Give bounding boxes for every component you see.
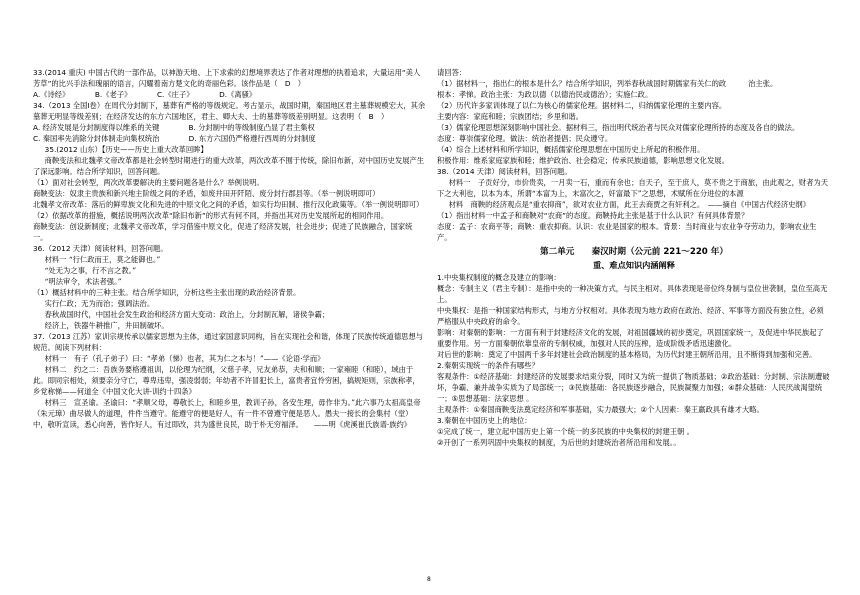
topic-1-impact-later: 对后世的影响：奠定了中国两千多年封建社会政治制度的基本格局，为历代封建王朝所沿用，且不断得到加强和完善。 [437, 350, 817, 359]
question-38-material-1: 材料一 子贡好分，市价贵卖，一月卖一石，重而有余也；自天子，至于庶人，莫不贵之于商旅，由此观之，财者为天下之大利也，以本为本，所谓“本富为上，末富次之，奸富最下”之思想，术赋所在分进位的本源 [437, 178, 829, 198]
topic-2-objective: 客观条件：①经济基础：封建经济的发展要求结束分裂，同时又为统一提供了物质基础；②政治基础：分封制、宗法制遭破坏，争霸、兼并战争实质为了局部统一；③民族基础：各民族逐步融合，民族凝聚力加强；④群众基础：人民厌战渴望统一；⑤思想基础：法家思想 。 [437, 372, 830, 403]
page-number: 8 [427, 576, 431, 583]
question-35-part-2: （2）依据改革的措施，概括说明两次改革“除旧布新”的形式有何不同，并指出其对历史发展所起的相同作用。 [33, 211, 389, 220]
question-37: 37.（2013 江苏）家训宗规传承以儒家思想为主体，通过家国意识同构，旨在实现社会和谐，体现了民族传统道德思想与规范。阅读下列材料： [33, 332, 424, 352]
question-37-part-1: （1）据材料一，指出仁的根本是什么？结合所学知识，列举春秋战国时期儒家有关仁的政 治主张。 [437, 79, 778, 88]
question-36: 36.（2012 天津）阅读材料，回答问题。 [33, 244, 168, 253]
question-38: 38.（2014 天津）阅读材料，回答问题。 [437, 167, 572, 176]
question-33: 33.(2014 重庆) 中国古代的一部作品，以神游天地、上下求索的幻想境界表达了作者对理想的执着追求，大量运用“美人芳草”的比兴手法和瑰丽的语言，闪耀着南方楚文化的奇丽色彩。该作品是（ D ） [33, 68, 421, 88]
question-37-part-3: （3）儒家伦理思想深刻影响中国社会。据材料三，指出明代统治者与民众对儒家伦理所持的态度及各自的做法。 [437, 123, 800, 132]
question-36-part-1: （1）概括材料中的三种主张。结合所学知识，分析这些主张出现的政治经济背景。 [33, 288, 301, 297]
topic-3-heading: 3.秦朝在中国历史上的地位： [437, 416, 532, 425]
question-38-part-1: （1）指出材料一中孟子和商鞅对“农商”的态度。商鞅持此主张是基于什么认识？有何具体背景？ [437, 211, 749, 220]
topic-1-impact-qin: 影响：对秦朝的影响：一方面有利于封建经济文化的发展，对祖国疆域的初步奠定，巩固国家统一，及促进中华民族起了重要作用。另一方面秦朝依靠皇帝的专制权威，加强对人民的压榨，造成阶级矛盾迅速激化。 [437, 328, 824, 348]
question-35-part-1: （1）面对社会转型，两次改革要解决的主要问题各是什么？举例说明。 [33, 178, 264, 187]
question-36-answer-3: 经济上，铁器牛耕推广，井田制破坏。 [44, 321, 169, 330]
topic-2-subjective: 主观条件：①秦国商鞅变法奠定经济和军事基础，实力最强大；②个人因素：秦王嬴政具有雄才大略。 [437, 405, 764, 414]
question-37-prompt: 请回答： [437, 68, 467, 77]
question-34: 34.（2013 全国Ⅰ卷）在周代分封制下，墓葬有严格的等级规定。考古显示，战国时期，秦国地区君主墓葬规模宏大，其余墓葬无明显等级差别；在经济发达的东方六国地区，君主、卿大夫、士的墓葬等级差别明显。这表明（ B ） [33, 101, 426, 121]
question-37-answer-1: 根本：孝悌。政治主张：为政以德（以德治民或德治）；实施仁政。 [437, 90, 653, 99]
question-37-material-3: 材料三 宣圣谕。圣谕曰：“孝顺父母，尊敬长上，和睦乡里，教训子孙，各安生理，毋作非为。”此六事乃太祖高皇帝（朱元璋）曲尽做人的道理，件件当遵守。能遵守的便是好人，有一件不曾遵守便是恶人。愚夫一接长的会集村（堂）中，敬听宣读，悉心向善，皆作好人，有过即改，共为盛世良民，助于朴无穷福泽。 ——明《虎溪崔氏族谱·族约》 [33, 398, 421, 429]
question-37-answer-3: 态度：尊崇儒家伦理。做法：统治者提倡；民众遵守。 [437, 134, 613, 143]
question-38-answer-1: 态度：孟子：农商平等；商鞅：重农抑商。认识：农业是国家的根本。背景：当时商业与农业争夺劳动力，影响农业生产。 [437, 222, 817, 242]
question-37-answer-4: 积极作用：维系家庭家族和睦；维护政治、社会稳定；传承民族道德，影响思想文化发展。 [437, 156, 729, 165]
question-33-options: A.《诗经》 B.《老子》 C.《庄子》 D.《离骚》 [33, 90, 257, 99]
topic-3-point-2: ②开创了一系列巩固中央集权的制度，为后世的封建统治者所沿用和发展。。 [437, 438, 681, 447]
question-34-options-cd: C. 秦国率先消除分封体制走向集权统治 D. 东方六国仍严格遵行西周的分封制度 [33, 134, 316, 143]
right-column [437, 67, 831, 448]
topic-1-central-power: 中央集权：是指一种国家结构形式，与地方分权相对。具体表现为地方政府在政治、经济、军事等方面没有独立性，必须严格服从中央政府的命令。 [437, 306, 824, 326]
question-36-answer-2: 春秋战国时代，中国社会发生政治和经济方面大变动：政治上，分封制瓦解，诸侯争霸； [44, 310, 330, 319]
left-column [33, 67, 427, 430]
topic-3-point-1: ①完成了统一，建立起中国历史上第一个统一的多民族的中央集权的封建王朝 。 [437, 427, 694, 436]
question-37-answer-2: 主要内容：家庭和睦；宗族团结；乡里和谐。 [437, 112, 583, 121]
question-37-part-2: （2）历代许多家训体现了以仁为核心的儒家伦理。据材料二，归纳儒家伦理的主要内容。 [437, 101, 727, 110]
question-37-material-1: 材料一 有子（孔子弟子）曰：“孝弟（悌）也者，其为仁之本与！”——《论语·学而》 [44, 354, 325, 363]
question-37-material-2: 材料二 约之二：吾族务要格遵祖训，以伦理为纪纲，父慈子孝，兄友弟恭，夫和和顺；一家雍睦（和睦），域由于此。即同宗相处，须要亲分守亡，尊卑违卑，强凌弱弱；年幼者不许冒犯长上，富贵者宜怜穷困，搞规矩则，宗族称孝，乡党称悌——何道全《中国文化大讲·训约十四条》 [33, 365, 420, 396]
question-36-material-1: 材料一 “行仁政而王，莫之能御也。” [44, 255, 161, 264]
question-36-quote-2: “处无为之事，行不言之教。” [44, 266, 137, 275]
topic-1-concept: 概念：专制主义（君主专制）：是指中央的一种决策方式，与民主相对。具体表现是帝位终身制与皇位世袭制，皇位至高无上。 [437, 284, 828, 304]
question-36-quote-3: “明法审令，术法者强。” [44, 277, 122, 286]
question-34-options-ab: A. 经济发展是分封制度得以维系的关键 B. 分封制中的等级制度凸显了君主集权 [33, 123, 315, 132]
question-35-answer-xiaowen: 北魏孝文帝改革：落后的鲜卑族文化和先进的中原文化之间的矛盾，如实行均田制、推行汉化政策等。（举一例说明即可） [33, 200, 424, 209]
question-35-title: 35.(2012 山东）【历史——历史上重大改革回眸】 [44, 145, 208, 154]
topic-1-heading: 1.中央集权制度的概念及建立的影响： [437, 273, 561, 282]
section-title: 重、难点知识内涵阐释 [593, 260, 675, 270]
question-36-answer-1: 实行仁政；无为而治；强调法治。 [44, 299, 155, 308]
question-35-intro: 商鞅变法和北魏孝文帝改革都是社会转型时期进行的重大改革，两次改革不囿于传统，除旧布新，对中国历史发展产生了深远影响。结合所学知识，回答问题。 [33, 156, 425, 176]
topic-2-heading: 2.秦朝实现统一的条件有哪些？ [437, 361, 539, 370]
question-35-answer-2: 商鞅变法：创设新制度；北魏孝文帝改革，学习借鉴中原文化，促进了经济发展，社会进步；促进了民族融合，国家统一。 [33, 222, 413, 242]
question-38-material-2: 材料 商鞅的经济观点是“重农抑商”，欲对农业方面，此王去商贾之有奸利之。 ——摘自《中国古代经济史纲》 [448, 200, 811, 209]
question-37-part-4: （4）综合上述材料和所学知识，概括儒家伦理思想在中国历史上所起的积极作用。 [437, 145, 705, 154]
question-35-answer-shang-yang: 商鞅变法：奴隶主贵族和新兴地主阶级之间的矛盾，如废井田开阡陌、废分封行郡县等。（举一例说明即可） [33, 189, 380, 198]
unit-title: 第二单元 秦汉时期（公元前 221～220 年） [540, 247, 728, 257]
